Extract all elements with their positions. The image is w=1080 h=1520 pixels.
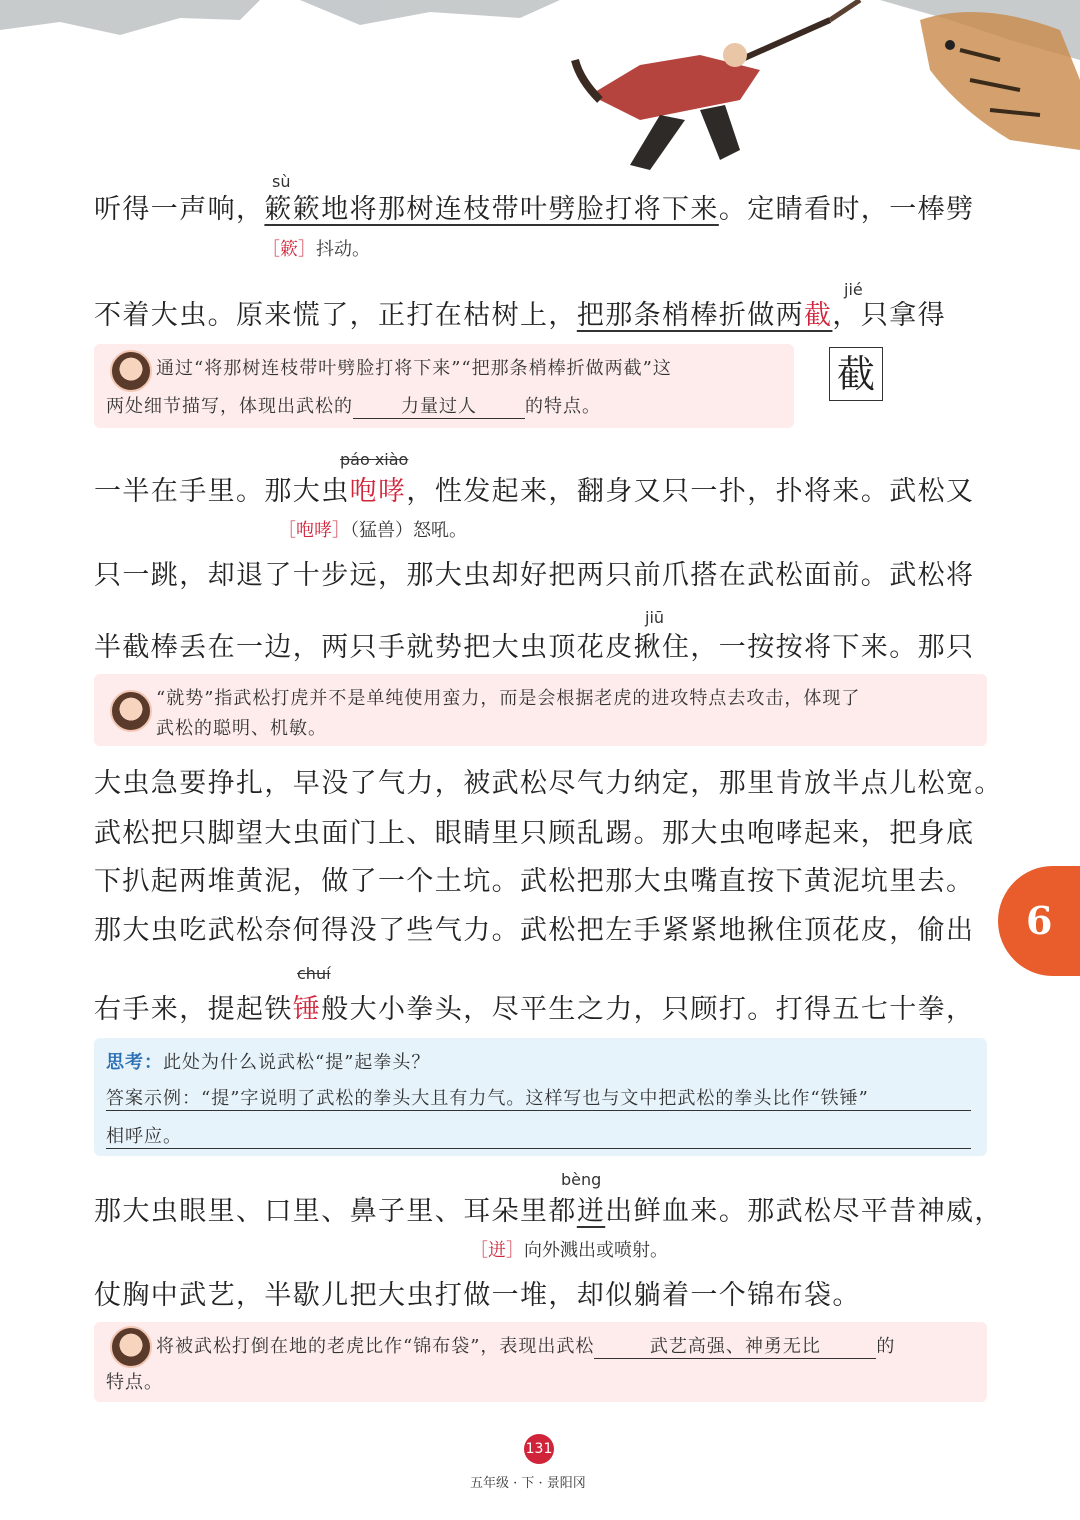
text-line-11: 那大虫眼里、口里、鼻子里、耳朵里都迸出鲜血来。那武松尽平昔神威， bbox=[94, 1196, 1003, 1227]
gloss-su: ［簌］抖动。 bbox=[262, 239, 370, 260]
text-line-2: 不着大虫。原来慌了，正打在枯树上，把那条梢棒折做两截，只拿得 bbox=[94, 300, 947, 331]
think-label: 思考： bbox=[106, 1052, 163, 1073]
teacher-avatar bbox=[110, 690, 152, 732]
text-line-1: 听得一声响，簌簌地将那树连枝带叶劈脸打将下来。定睛看时，一棒劈 bbox=[94, 194, 975, 225]
header-illustration bbox=[0, 0, 1080, 175]
teacher-avatar bbox=[110, 350, 152, 392]
pinyin-jiu: jiū bbox=[645, 608, 665, 627]
teacher-avatar bbox=[110, 1326, 152, 1368]
text-line-9: 那大虫吃武松奈何得没了些气力。武松把左手紧紧地揪住顶花皮，偷出 bbox=[94, 915, 975, 946]
pinyin-su: sù bbox=[272, 172, 291, 191]
character-box: 截 bbox=[829, 347, 883, 401]
answer-blank: 力量过人 bbox=[353, 392, 525, 419]
gloss-paoxiao: ［咆哮］（猛兽）怒吼。 bbox=[278, 520, 467, 541]
pinyin-paoxiao: páo xiào bbox=[340, 450, 409, 469]
pinyin-jie: jié bbox=[844, 280, 863, 299]
text-line-4: 只一跳，却退了十步远，那大虫却好把两只前爪搭在武松面前。武松将 bbox=[94, 560, 975, 591]
text-line-7: 武松把只脚望大虫面门上、眼睛里只顾乱踢。那大虫咆哮起来，把身底 bbox=[94, 818, 975, 849]
gloss-beng: ［迸］向外溅出或喷射。 bbox=[470, 1240, 668, 1261]
think-box: 思考：此处为什么说武松“提”起拳头？ 答案示例：“提”字说明了武松的拳头大且有力气。这样写也与文中把武松的拳头比作“铁锤” 相呼应。 bbox=[94, 1038, 987, 1156]
text-line-12: 仗胸中武艺，半歇儿把大虫打做一堆，却似躺着一个锦布袋。 bbox=[94, 1280, 861, 1311]
note-strength: 通过“将那树连枝带叶劈脸打将下来”“把那条梢棒折做两截”这 两处细节描写，体现出武松的 力量过人 的特点。 bbox=[94, 344, 794, 428]
footer-caption: 五年级 · 下 · 景阳冈 bbox=[470, 1476, 586, 1491]
text-line-10: 右手来，提起铁锤般大小拳头，尽平生之力，只顾打。打得五七十拳， bbox=[94, 994, 975, 1025]
note-jiushi: “就势”指武松打虎并不是单纯使用蛮力，而是会根据老虎的进攻特点去攻击，体现了 武松的聪明、机敏。 bbox=[94, 674, 987, 746]
pinyin-chui: chuí bbox=[297, 964, 331, 983]
text-line-6: 大虫急要挣扎，早没了气力，被武松尽气力纳定，那里肯放半点儿松宽。 bbox=[94, 768, 1003, 799]
text-line-3: 一半在手里。那大虫咆哮，性发起来，翻身又只一扑，扑将来。武松又 bbox=[94, 476, 975, 507]
answer-blank: 武艺高强、神勇无比 bbox=[594, 1332, 876, 1359]
page-number: 131 bbox=[524, 1434, 554, 1464]
note-jinbudai: 将被武松打倒在地的老虎比作“锦布袋”，表现出武松 武艺高强、神勇无比 的 特点。 bbox=[94, 1322, 987, 1402]
text-line-5: 半截棒丢在一边，两只手就势把大虫顶花皮揪住，一按按将下来。那只 bbox=[94, 632, 975, 663]
pinyin-beng: bèng bbox=[561, 1170, 602, 1189]
text-line-8: 下扒起两堆黄泥，做了一个土坑。武松把那大虫嘴直按下黄泥坑里去。 bbox=[94, 866, 975, 897]
tiger-figure bbox=[920, 12, 1080, 150]
unit-tab: 6 bbox=[998, 866, 1080, 976]
wusong-figure bbox=[575, 0, 860, 170]
